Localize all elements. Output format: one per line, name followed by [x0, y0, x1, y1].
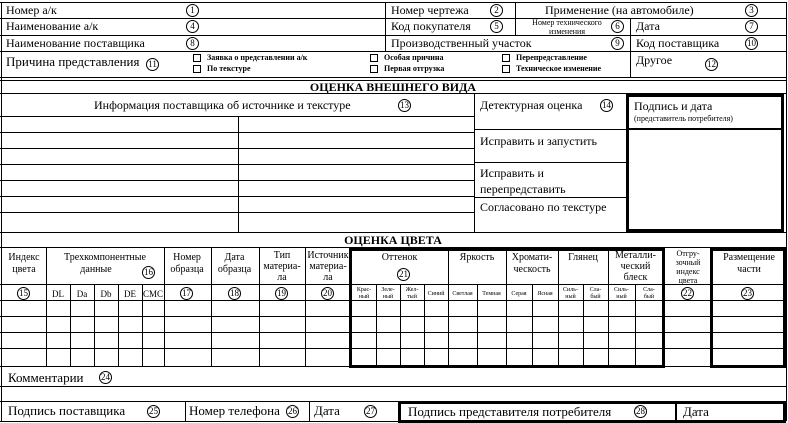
appearance-title: ОЦЕНКА ВНЕШНЕГО ВИДА: [309, 80, 477, 94]
col-tristim-1: Трехкомпонентные: [64, 252, 146, 263]
metallic-col-label: Силь- ный: [614, 287, 629, 300]
col-chroma-2: ческость: [513, 264, 551, 275]
col-metallic-3: блеск: [623, 272, 648, 283]
field-label-plant: Производственный участок: [391, 36, 532, 50]
checkbox[interactable]: [193, 65, 201, 73]
col-mat-type-1: Тип: [273, 250, 291, 261]
rule: [0, 284, 351, 285]
col-mat-src-2: материа-: [309, 261, 347, 272]
rule: [0, 116, 474, 117]
reason-checkbox-request[interactable]: [193, 53, 307, 62]
reason-text: По текстуре: [207, 64, 251, 73]
col-shipped-4: цвета: [678, 276, 698, 285]
col-tristim-2: данные: [80, 264, 112, 275]
rule: [211, 247, 212, 366]
field-number: 4: [186, 20, 199, 33]
field-label-drawing-no: Номер чертежа: [391, 3, 469, 17]
rule: [0, 212, 474, 213]
field-label-buyer-code: Код покупателя: [391, 19, 471, 33]
col-metallic-2: ческий: [620, 261, 651, 272]
reason-label: Причина представления: [6, 54, 140, 69]
col-mat-type-3: ла: [277, 272, 287, 283]
field-number: 3: [745, 4, 758, 17]
rule: [238, 116, 239, 232]
reason-checkbox-special[interactable]: [370, 53, 444, 62]
customer-rep-signature-label: Подпись представителя потребителя: [408, 404, 612, 419]
col-sample-2: образца: [170, 264, 204, 275]
rule: [0, 132, 474, 133]
rule: [474, 162, 626, 163]
field-number: 12: [707, 59, 716, 69]
signature-title: Подпись и дата: [634, 99, 713, 113]
field-number: 28: [636, 406, 645, 416]
reason-text: Заявка о представлении а/к: [207, 53, 308, 62]
field-number: 6: [611, 20, 624, 33]
rule: [474, 197, 626, 198]
tristim-col-label: DE: [124, 289, 136, 299]
checkbox[interactable]: [370, 65, 378, 73]
col-shipped-1: Отгру-: [676, 249, 700, 258]
rule: [94, 284, 95, 366]
field-number: 19: [277, 288, 286, 298]
tristim-col-label: DL: [52, 289, 64, 299]
col-shipped-3: индекс: [676, 267, 700, 276]
field-number: 20: [323, 288, 332, 298]
phone-label: Номер телефона: [189, 403, 280, 418]
col-mat-type-2: материа-: [263, 261, 301, 272]
fix-and-run-label: Исправить и запустить: [480, 134, 598, 148]
brightness-col-label: Темная: [482, 291, 501, 297]
field-number: 17: [182, 288, 191, 298]
date-label: Дата: [314, 403, 340, 418]
rule: [0, 386, 786, 387]
hue-col-label: Жел- тый: [405, 287, 419, 300]
rule: [118, 284, 119, 366]
rule: [70, 284, 71, 366]
reason-checkbox-eng-change[interactable]: [502, 64, 601, 73]
field-number: 23: [743, 288, 752, 298]
checkbox[interactable]: [370, 54, 378, 62]
comments-label: Комментарии: [8, 370, 84, 385]
field-number: 14: [602, 100, 611, 110]
supplier-info-label: Информация поставщика об источнике и текстуре: [94, 98, 351, 112]
brightness-col-label: Светлая: [452, 291, 473, 297]
col-placement-1: Размещение: [723, 252, 775, 263]
placement-box: [710, 248, 786, 368]
field-label-supplier-code: Код поставщика: [636, 36, 720, 50]
reason-checkbox-first-shipment[interactable]: [370, 64, 444, 73]
detect-eval-label: Детектурная оценка: [480, 98, 583, 112]
field-label-part-name: Наименование а/к: [6, 19, 99, 33]
chroma-col-label: Серая: [511, 291, 527, 297]
rule: [630, 18, 631, 77]
hue-col-label: Синий: [427, 291, 445, 297]
col-index-1: Индекс: [8, 252, 40, 263]
reason-text: Первая отгрузка: [384, 64, 445, 73]
col-shipped-2: зочный: [675, 258, 701, 267]
rule: [626, 128, 784, 130]
field-label-eng-change: Номер технического изменения: [532, 18, 602, 36]
col-sample-date-2: образца: [217, 264, 252, 275]
rule: [474, 129, 626, 130]
reason-text: Особая причина: [384, 53, 444, 62]
rule: [0, 196, 474, 197]
gloss-col-label: Сла- бый: [589, 287, 602, 300]
reason-text: Техническое изменение: [516, 64, 602, 73]
field-number: 9: [611, 37, 624, 50]
rule: [309, 401, 310, 421]
rule: [0, 77, 786, 78]
checkbox[interactable]: [502, 54, 510, 62]
chroma-col-label: Ясная: [537, 291, 553, 297]
field-number: 26: [288, 406, 297, 416]
field-number: 1: [186, 4, 199, 17]
supplier-signature-label: Подпись поставщика: [8, 403, 126, 418]
signature-subtitle: (представитель потребителя): [634, 114, 733, 123]
date2-label: Дата: [683, 404, 709, 419]
field-number: 22: [683, 288, 692, 298]
field-number: 2: [490, 4, 503, 17]
fix-resubmit-label-2: перепредставить: [480, 182, 566, 196]
reason-checkbox-texture[interactable]: [193, 64, 251, 73]
field-number: 13: [400, 100, 409, 110]
col-metallic-1: Металли-: [615, 250, 656, 261]
gloss-col-label: Силь- ный: [563, 287, 578, 300]
rule: [786, 2, 787, 421]
field-number: 7: [745, 20, 758, 33]
field-number: 21: [399, 269, 408, 279]
col-chroma-1: Хромати-: [511, 252, 553, 263]
field-label-part-no: Номер а/к: [6, 3, 57, 17]
agreed-texture-label: Согласовано по текстуре: [480, 200, 607, 214]
rule: [515, 2, 516, 35]
col-hue: Оттенок: [381, 252, 418, 263]
hue-col-label: Крас- ный: [356, 287, 372, 300]
col-placement-2: части: [737, 264, 761, 275]
field-number: 18: [230, 288, 239, 298]
rule: [46, 247, 47, 366]
reason-checkbox-resubmit[interactable]: [502, 53, 587, 62]
hue-col-label: Зеле- ный: [381, 287, 395, 300]
field-number: 24: [101, 372, 110, 382]
col-index-2: цвета: [12, 264, 36, 275]
tristim-col-label: Db: [100, 289, 112, 299]
field-number: 15: [19, 288, 28, 298]
rule: [0, 180, 474, 181]
reason-text: Перепредставление: [516, 53, 587, 62]
col-sample-1: Номер: [173, 252, 201, 263]
col-sample-date-1: Дата: [224, 252, 245, 263]
color-title: ОЦЕНКА ЦВЕТА: [344, 233, 442, 247]
tristim-col-label: CMC: [142, 289, 163, 299]
rule: [185, 401, 186, 421]
field-label-other: Другое: [636, 53, 673, 67]
col-gloss: Глянец: [568, 252, 598, 263]
field-label-supplier-name: Наименование поставщика: [6, 36, 145, 50]
checkbox[interactable]: [502, 65, 510, 73]
rule: [164, 247, 165, 366]
col-brightness: Яркость: [459, 252, 495, 263]
rule: [305, 247, 306, 366]
field-number: 10: [747, 38, 756, 48]
col-mat-src-3: ла: [323, 272, 333, 283]
checkbox[interactable]: [193, 54, 201, 62]
field-number: 8: [186, 37, 199, 50]
rule: [142, 284, 143, 366]
field-label-date: Дата: [636, 19, 660, 33]
rule: [0, 148, 474, 149]
field-number: 27: [366, 406, 375, 416]
rule: [0, 51, 786, 52]
field-number: 5: [490, 20, 503, 33]
field-number: 25: [149, 406, 158, 416]
rule: [0, 164, 474, 165]
rule: [385, 2, 386, 51]
rule: [675, 402, 677, 422]
rule: [259, 247, 260, 366]
tristim-col-label: Da: [76, 289, 88, 299]
fix-resubmit-label-1: Исправить и: [480, 166, 544, 180]
field-label-application: Применение (на автомобиле): [545, 3, 694, 17]
metallic-col-label: Сла- бый: [643, 287, 655, 300]
col-mat-src-1: Источник: [307, 250, 349, 261]
field-number: 11: [146, 58, 159, 71]
field-number: 16: [144, 267, 153, 277]
visual-eval-box: [349, 248, 665, 368]
